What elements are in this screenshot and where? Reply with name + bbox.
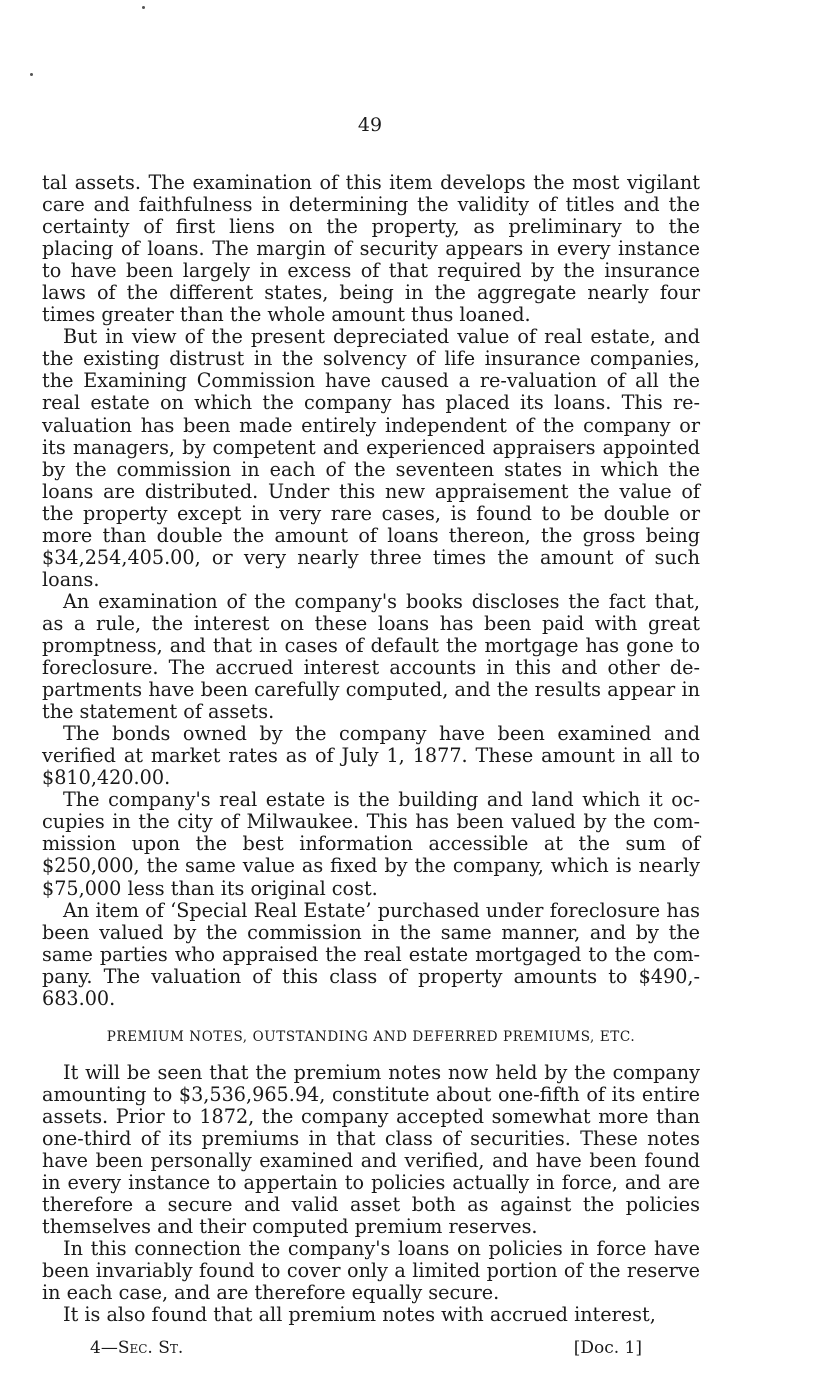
- document-reference: [Doc. 1]: [573, 1338, 642, 1358]
- paragraph: The bonds owned by the company have been examined and verified at market rates as of July 1, 1877. These amount in all to $810,420.00.: [42, 722, 700, 790]
- paragraph: An item of ‘Special Real Estate’ purchased under foreclosure has been valued by the commission in the same manner, and by the same parties who appraised the real estate mortgaged to the company. The valuation of this class of property amounts to $490,683.00.: [42, 898, 700, 1010]
- scan-speck: [142, 6, 145, 9]
- paragraph: tal assets. The examination of this item develops the most vigilant care and faithfulness in determining the validity of titles and the certainty of first liens on the property, as preliminary to the placing of loans. The margin of security appears in every instance to have been largely in excess of that required by the insurance laws of the different states, being in the aggregate nearly four times greater than the whole amount thus loaned.: [42, 171, 700, 327]
- paragraph: It will be seen that the premium notes now held by the company amounting to $3,536,965.94, constitute about one-fifth of its entire assets. Prior to 1872, the company accepted somewhat more than one-third of its premiums in that class of securities. These notes have been personally examined and verified, and have been found in every instance to appertain to policies actually in force, and are therefore a secure and valid asset both as against the policies themselves and their computed premium reserves.: [42, 1060, 700, 1239]
- paragraph: But in view of the present depreciated value of real estate, and the existing distrust in the solvency of life insurance companies, the Examining Commission have caused a re-valuation of all the real estate on which the company has placed its loans. This revaluation has been made entirely independent of the company or its managers, by competent and experienced appraisers appointed by the commission in each of the seventeen states in which the loans are distributed. Under this new appraisement the value of the property except in very rare cases, is found to be double or more than double the amount of loans thereon, the gross being $34,254,405.00, or very nearly three times the amount of such loans.: [42, 325, 700, 591]
- paragraph: In this connection the company's loans on policies in force have been invariably found to cover only a limited portion of the reserve in each case, and are therefore equally secure.: [42, 1237, 700, 1305]
- body-text: [42, 172, 700, 1326]
- paragraph: The company's real estate is the building and land which it occupies in the city of Milwaukee. This has been valued by the commission upon the best information accessible at the sum of $250,000, the same value as fixed by the company, which is nearly $75,000 less than its original cost.: [42, 788, 700, 900]
- signature-mark: 4—Sec. St.: [90, 1338, 184, 1358]
- page-footer: [90, 1338, 642, 1358]
- scan-speck: [30, 73, 33, 76]
- paragraph: An examination of the company's books discloses the fact that, as a rule, the interest on these loans has been paid with great promptness, and that in cases of default the mortgage has gone to foreclosure. The accrued interest accounts in this and other departments have been carefully computed, and the results appear in the statement of assets.: [42, 589, 700, 724]
- paragraph: It is also found that all premium notes with accrued interest,: [63, 1303, 656, 1327]
- section-heading: PREMIUM NOTES, OUTSTANDING AND DEFERRED PREMIUMS, ETC.: [106, 1028, 636, 1045]
- page-number: 49: [357, 114, 383, 136]
